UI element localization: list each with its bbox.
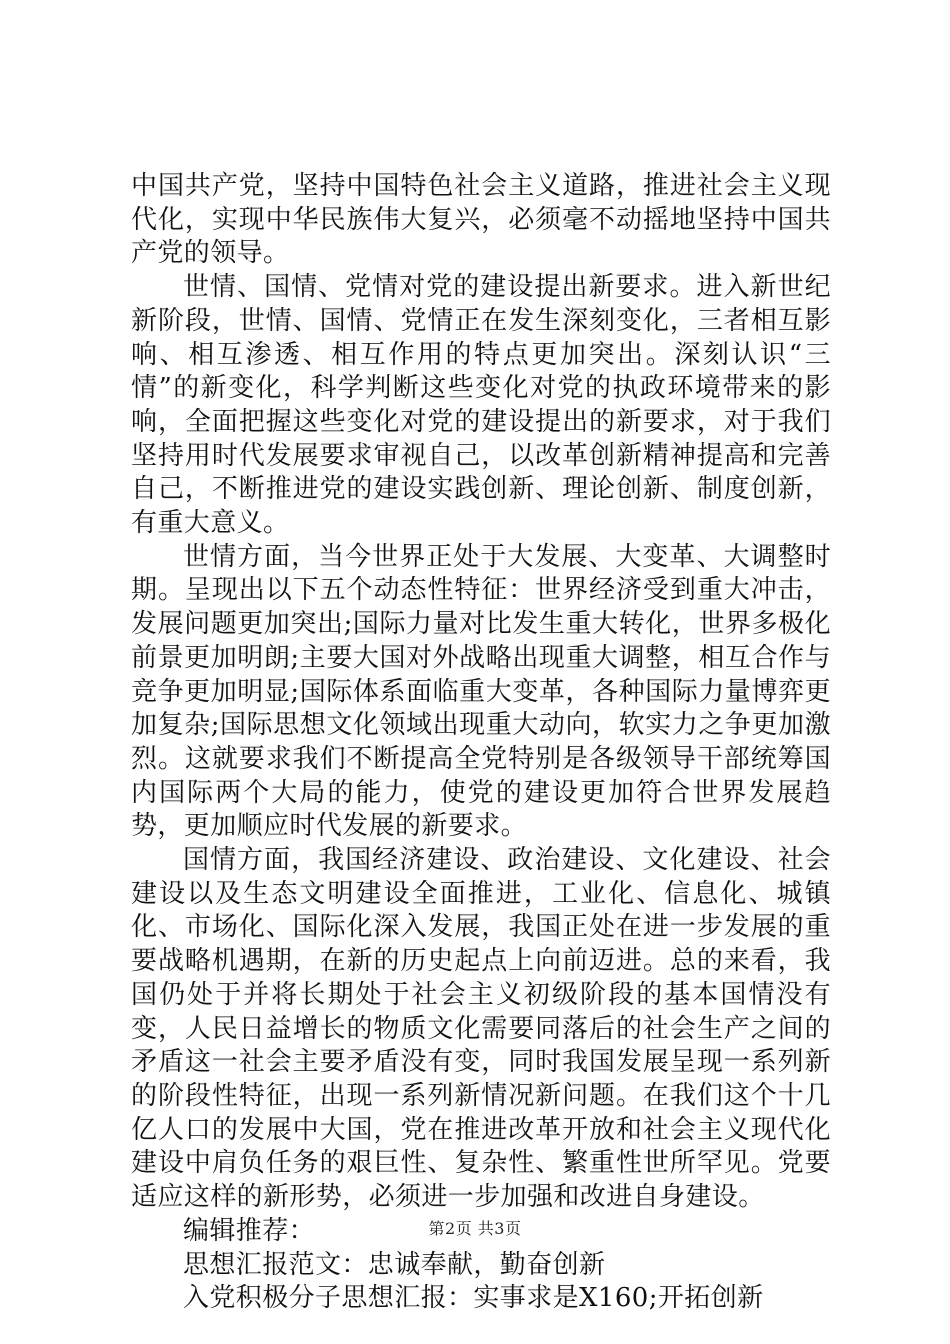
recommend-label: 编辑推荐： [183, 1215, 316, 1246]
paragraph: 世情、国情、党情对党的建设提出新要求。进入新世纪新阶段，世情、国情、党情正在发生深刻变化，三者相互影响、相互渗透、相互作用的特点更加突出。深刻认识“三情”的新变化，科学判断这些变化对党的执政环境带来的影响，全面把握这些变化对党的建设提出的新要求，对于我们坚持用时代发展要求审视自己，以改革创新精神提高和完善自己，不断推进党的建设实践创新、理论创新、制度创新，有重大意义。 [131, 272, 831, 539]
paragraph: 世情方面，当今世界正处于大发展、大变革、大调整时期。呈现出以下五个动态性特征：世界经济受到重大冲击，发展问题更加突出;国际力量对比发生重大转化，世界多极化前景更加明朗;主要大国对外战略出现重大调整，相互合作与竞争更加明显;国际体系面临重大变革，各种国际力量博弈更加复杂;国际思想文化领域出现重大动向，软实力之争更加激烈。这就要求我们不断提高全党特别是各级领导干部统筹国内国际两个大局的能力，使党的建设更加符合世界发展趋势，更加顺应时代发展的新要求。 [131, 541, 831, 842]
page-footer: 第2页 共3页 [428, 1219, 522, 1238]
paragraph: 国情方面，我国经济建设、政治建设、文化建设、社会建设以及生态文明建设全面推进，工业化、信息化、城镇化、市场化、国际化深入发展，我国正处在进一步发展的重要战略机遇期，在新的历史起点上向前迈进。总的来看，我国仍处于并将长期处于社会主义初级阶段的基本国情没有变，人民日益增长的物质文化需要同落后的社会生产之间的矛盾这一社会主要矛盾没有变，同时我国发展呈现一系列新的阶段性特征，出现一系列新情况新问题。在我们这个十几亿人口的发展中大国，党在推进改革开放和社会主义现代化建设中肩负任务的艰巨性、复杂性、繁重性世所罕见。党要适应这样的新形势，必须进一步加强和改进自身建设。 [131, 845, 831, 1213]
recommend-link[interactable]: 思想汇报范文：忠诚奉献，勤奋创新 [183, 1249, 606, 1280]
paragraph: 中国共产党，坚持中国特色社会主义道路，推进社会主义现代化，实现中华民族伟大复兴，必须毫不动摇地坚持中国共产党的领导。 [131, 171, 831, 269]
document-body [131, 170, 831, 1316]
recommend-link[interactable]: 入党积极分子思想汇报：实事求是X160;开拓创新 [183, 1283, 764, 1314]
